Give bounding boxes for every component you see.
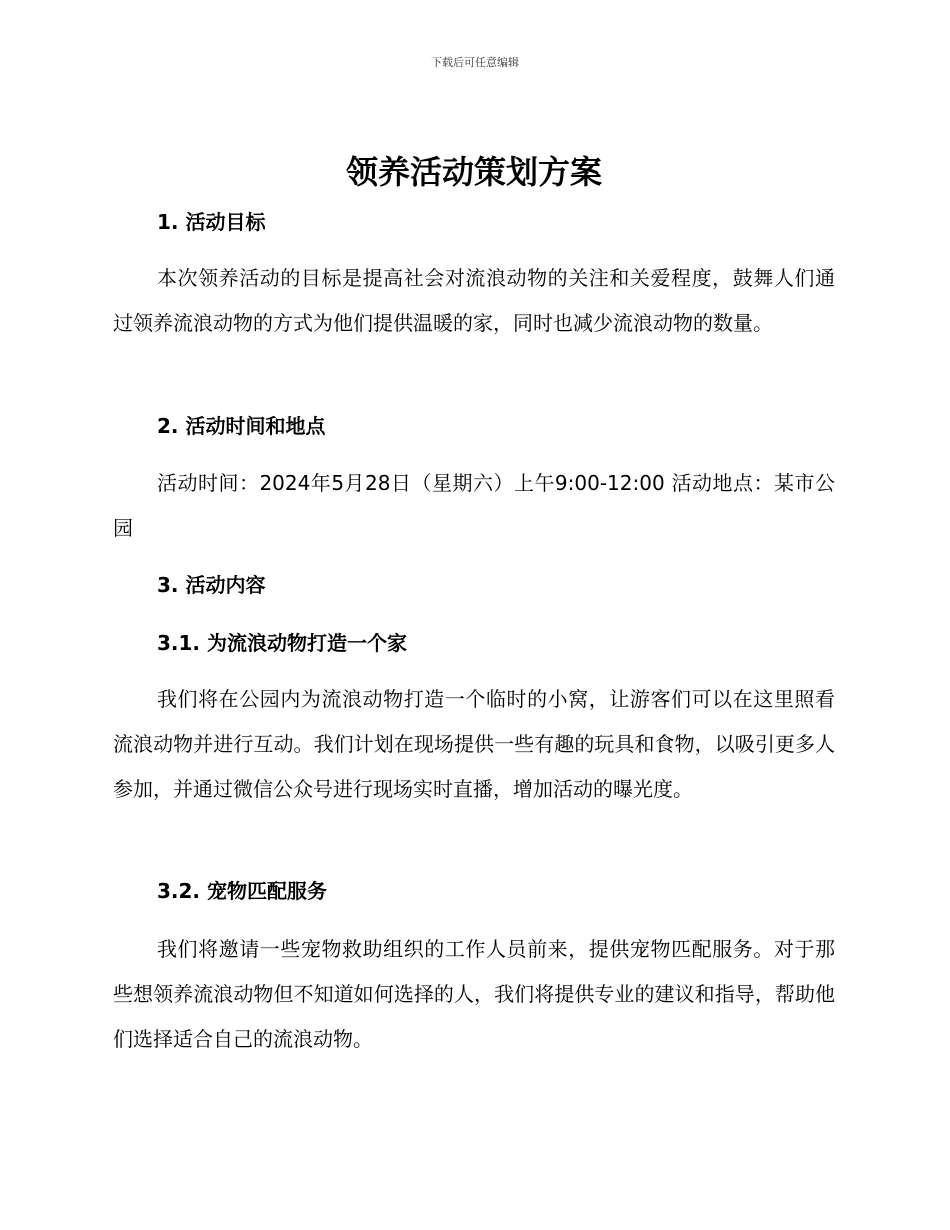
section-paragraph-goals: 本次领养活动的目标是提高社会对流浪动物的关注和关爱程度，鼓舞人们通过领养流浪动物的方式为他们提供温暖的家，同时也减少流浪动物的数量。 <box>113 266 835 335</box>
section-paragraph-home: 我们将在公园内为流浪动物打造一个临时的小窝，让游客们可以在这里照看流浪动物并进行互动。我们计划在现场提供一些有趣的玩具和食物，以吸引更多人参加，并通过微信公众号进行现场实时直播，增加活动的曝光度。 <box>113 687 835 801</box>
document-title: 领养活动策划方案 <box>345 153 602 191</box>
section-heading-time-place: 2. 活动时间和地点 <box>157 414 326 438</box>
section-heading-matching: 3.2. 宠物匹配服务 <box>157 879 327 903</box>
page-header-note: 下载后可任意编辑 <box>431 56 519 69</box>
section-heading-home: 3.1. 为流浪动物打造一个家 <box>157 631 407 655</box>
section-heading-content: 3. 活动内容 <box>157 573 266 597</box>
section-paragraph-matching: 我们将邀请一些宠物救助组织的工作人员前来，提供宠物匹配服务。对于那些想领养流浪动物但不知道如何选择的人，我们将提供专业的建议和指导，帮助他们选择适合自己的流浪动物。 <box>113 937 835 1051</box>
section-paragraph-time-place: 活动时间：2024年5月28日（星期六）上午9:00-12:00 活动地点：某市公园 <box>113 471 835 540</box>
section-heading-goals: 1. 活动目标 <box>157 210 266 234</box>
